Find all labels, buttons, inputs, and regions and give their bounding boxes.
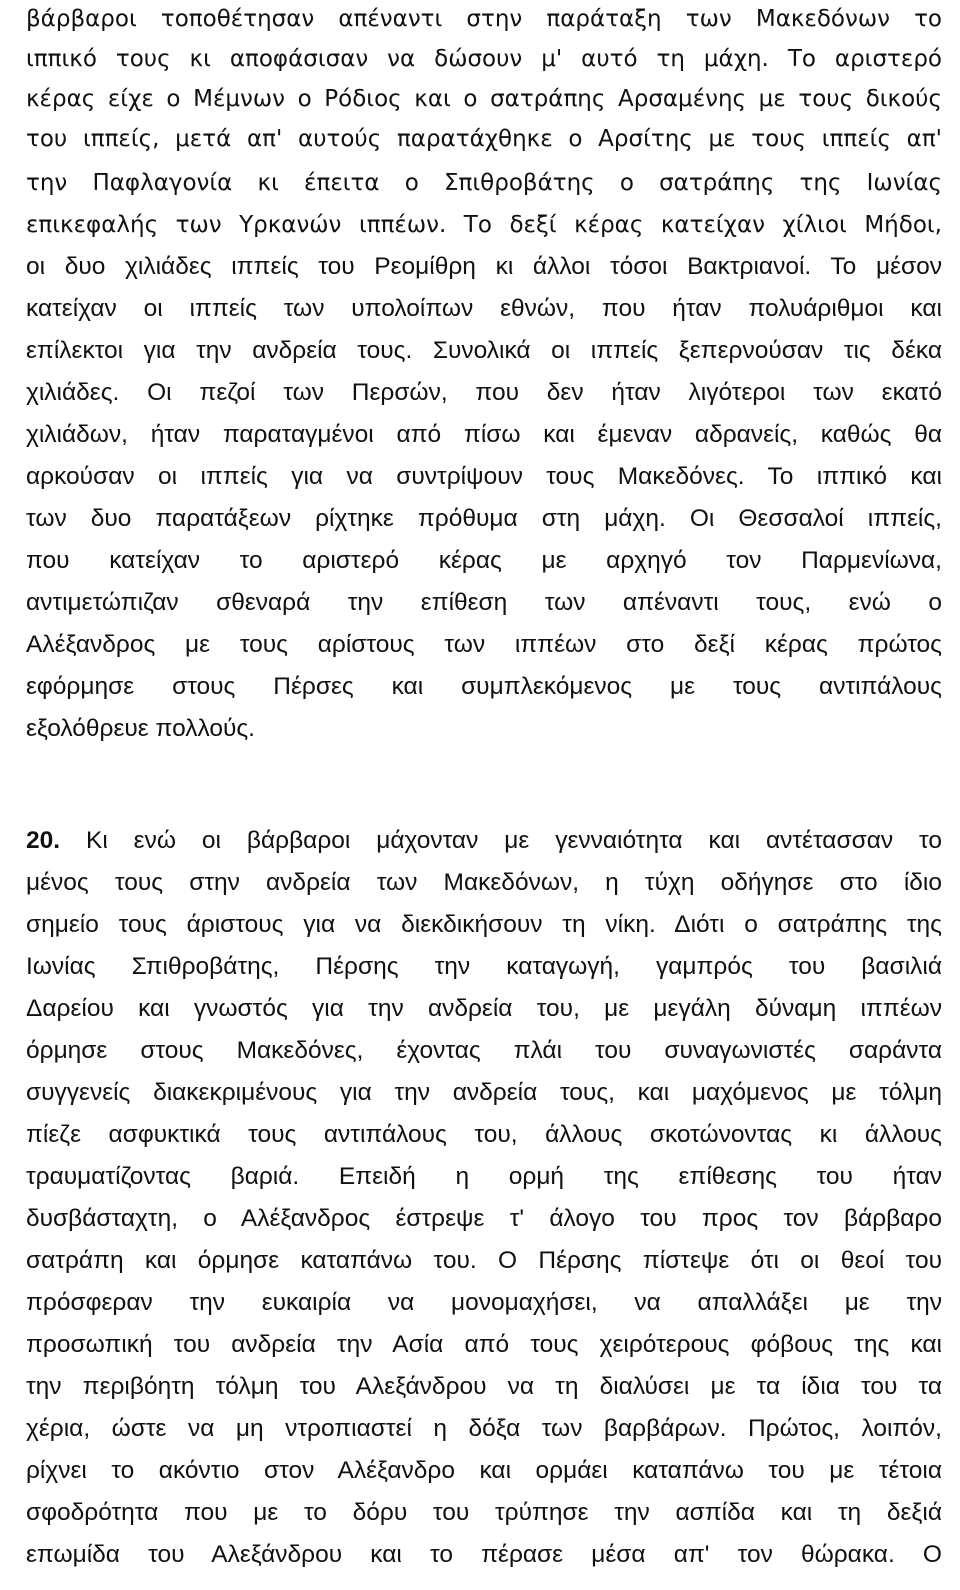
paragraph-number: 20. [26,827,61,854]
text-line: την περιβόητη τόλμη του Αλεξάνδρου να τη διαλύσει με τα ίδια του τα [26,1373,942,1400]
text-line: τραυματίζοντας βαριά. Επειδή η ορμή της επίθεσης του ήταν [26,1163,942,1190]
text-line: προσωπική του ανδρεία την Ασία από τους χειρότερους φόβους της και [26,1331,942,1358]
text-line: χέρια, ώστε να μη ντροπιαστεί η δόξα των βαρβάρων. Πρώτος, λοιπόν, [26,1415,942,1442]
text-line: Αλέξανδρος με τους αρίστους των ιππέων στο δεξί κέρας πρώτος [26,631,942,658]
text-line: που κατείχαν το αριστερό κέρας με αρχηγό τον Παρμενίωνα, [26,547,942,574]
text-line [26,822,942,860]
text-line: μένος τους στην ανδρεία των Μακεδόνων, η τύχη οδήγησε στο ίδιο [26,869,942,896]
text-line: συγγενείς διακεκριμένους για την ανδρεία τους, και μαχόμενος με τόλμη [26,1079,942,1106]
text-line: σημείο τους άριστους για να διεκδικήσουν τη νίκη. Διότι ο σατράπης της [26,911,942,938]
text-line: των δυο παρατάξεων ρίχτηκε πρόθυμα στη μάχη. Οι Θεσσαλοί ιππείς, [26,505,942,532]
text-line: βάρβαροι τοποθέτησαν απέναντι στην παράταξη των Μακεδόνων το [26,6,942,32]
text-line: πρόσφεραν την ευκαιρία να μονομαχήσει, να απαλλάξει με την [26,1289,942,1316]
text-line: εφόρμησε στους Πέρσες και συμπλεκόμενος με τους αντιπάλους [26,673,942,700]
text-line: χιλιάδων, ήταν παραταγμένοι από πίσω και έμεναν αδρανείς, καθώς θα [26,421,942,448]
text-line: οι δυο χιλιάδες ιππείς του Ρεομίθρη κι άλλοι τόσοι Βακτριανοί. Το μέσον [26,253,942,280]
text-line: όρμησε στους Μακεδόνες, έχοντας πλάι του συναγωνιστές σαράντα [26,1037,942,1064]
text-line: Ιωνίας Σπιθροβάτης, Πέρσης την καταγωγή, γαμπρός του βασιλιά [26,953,942,980]
text-line: επωμίδα του Αλεξάνδρου και το πέρασε μέσα απ' τον θώρακα. Ο [26,1541,942,1568]
text-line: την Παφλαγονία κι έπειτα ο Σπιθροβάτης ο σατράπης της Ιωνίας [26,170,942,196]
text-line: σφοδρότητα που με το δόρυ του τρύπησε την ασπίδα και τη δεξιά [26,1499,942,1526]
text-span: Κι ενώ οι βάρβαροι μάχονταν με γενναιότητα και αντέτασσαν το [60,827,942,854]
text-line: αρκούσαν οι ιππείς για να συντρίψουν τους Μακεδόνες. Το ιππικό και [26,463,942,490]
text-line: πίεζε ασφυκτικά τους αντιπάλους του, άλλους σκοτώνοντας κι άλλους [26,1121,942,1148]
text-line: δυσβάσταχτη, ο Αλέξανδρος έστρεψε τ' άλογο του προς τον βάρβαρο [26,1205,942,1232]
text-line: αντιμετώπιζαν σθεναρά την επίθεση των απέναντι τους, ενώ ο [26,589,942,616]
text-line: σατράπη και όρμησε καταπάνω του. Ο Πέρσης πίστεψε ότι οι θεοί του [26,1247,942,1274]
text-line: του ιππείς, μετά απ' αυτούς παρατάχθηκε ο Αρσίτης με τους ιππείς απ' [26,126,942,152]
text-line: κατείχαν οι ιππείς των υπολοίπων εθνών, που ήταν πολυάριθμοι και [26,295,942,322]
text-line: εξολόθρευε πολλούς. [26,715,255,742]
text-line: χιλιάδες. Οι πεζοί των Περσών, που δεν ήταν λιγότεροι των εκατό [26,379,942,406]
text-line: Δαρείου και γνωστός για την ανδρεία του, με μεγάλη δύναμη ιππέων [26,995,942,1022]
text-line: κέρας είχε ο Μέμνων ο Ρόδιος και ο σατράπης Αρσαμένης με τους δικούς [26,86,942,112]
text-line: επικεφαλής των Υρκανών ιππέων. Το δεξί κέρας κατείχαν χίλιοι Μήδοι, [26,212,942,238]
text-line: ρίχνει το ακόντιο στον Αλέξανδρο και ορμάει καταπάνω του με τέτοια [26,1457,942,1484]
text-line: επίλεκτοι για την ανδρεία τους. Συνολικά οι ιππείς ξεπερνούσαν τις δέκα [26,337,942,364]
text-line: ιππικό τους κι αποφάσισαν να δώσουν μ' αυτό τη μάχη. Το αριστερό [26,46,942,72]
